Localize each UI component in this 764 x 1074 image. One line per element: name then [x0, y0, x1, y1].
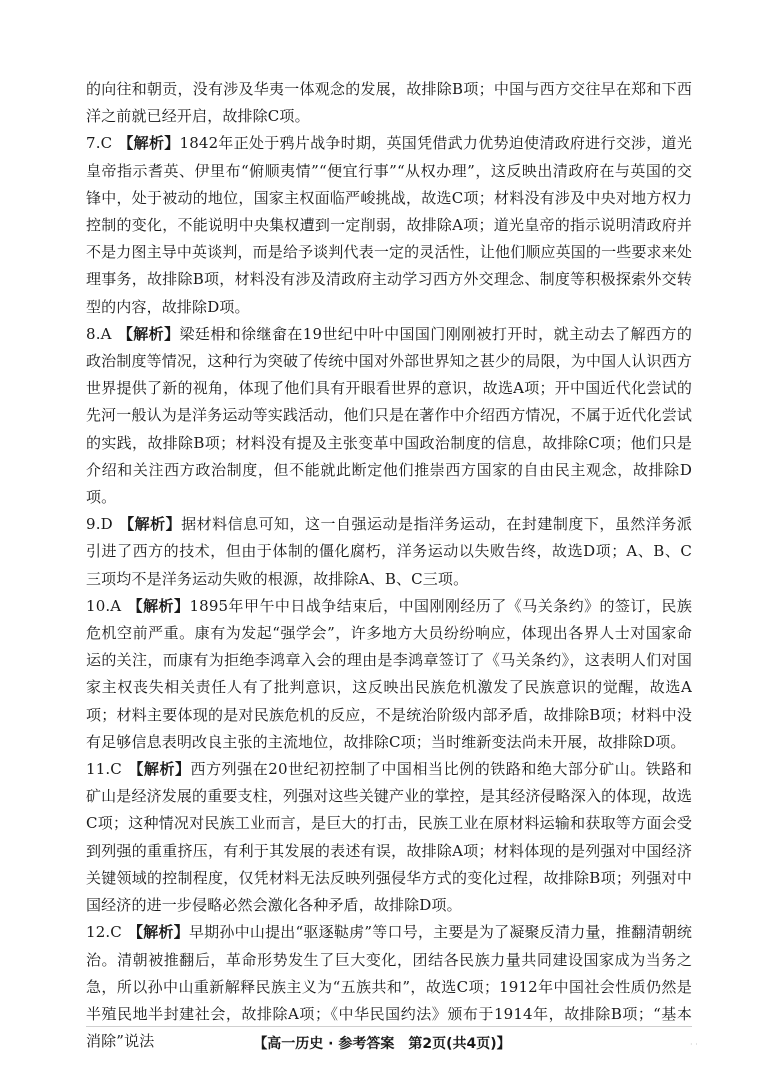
answer-number: 7.C: [86, 134, 113, 153]
answer-text: 1895年甲午中日战争结束后，中国刚刚经历了《马关条约》的签订，民族危机空前严重。康有为发起“强学会”，许多地方大员纷纷响应，体现出各界人士对国家命运的关注，而康有为拒绝李鸿章入会的理由是李鸿章签订了《马关条约》，这表明人们对国家主权丧失相关责任人有了批判意识，这反映出民族危机激发了民族意识的觉醒，故选A项；材料主要体现的是对民族危机的反应，不是统治阶级内部矛盾，故排除B项；材料中没有足够信息表明改良主张的主流地位，故排除C项；当时维新变法尚未开展，故排除D项。: [86, 596, 692, 751]
answer-number: 9.D: [86, 515, 113, 534]
analysis-tag: 【解析】: [127, 923, 189, 942]
intro-paragraph: 的向往和朝贡，没有涉及华夷一体观念的发展，故排除B项；中国与西方交往早在郑和下西洋之前就已经开启，故排除C项。: [86, 80, 692, 126]
answer-number: 11.C: [86, 760, 122, 779]
answer-content: [86, 76, 692, 1055]
answer-item-7: [86, 130, 692, 320]
analysis-tag: 【解析】: [118, 515, 182, 534]
answer-text: 1842年正处于鸦片战争时期，英国凭借武力优势迫使清政府进行交涉，道光皇帝指示耆英、伊里布“俯顺夷情”“便宜行事”“从权办理”，这反映出清政府在与英国的交锋中，处于被动的地位，国家主权面临严峻挑战，故选C项；材料没有涉及中央对地方权力控制的变化，不能说明中央集权遭到一定削弱，故排除A项；道光皇帝的指示说明清政府并不是力图主导中英谈判，而是给予谈判代表一定的灵活性，让他们顺应英国的一些要求来处理事务，故排除B项，材料没有涉及清政府主动学习西方外交理念、制度等积极探索外交转型的内容，故排除D项。: [86, 134, 693, 316]
page-footer: 【高一历史 · 参考答案 第2页(共4页)】: [253, 1036, 511, 1052]
answer-item-8: [86, 321, 692, 511]
answer-item-9: [86, 511, 692, 593]
footer-divider: [86, 1026, 692, 1027]
analysis-tag: 【解析】: [118, 134, 180, 153]
answer-number: 10.A: [86, 596, 122, 615]
answer-number: 8.A: [86, 324, 112, 343]
answer-number: 12.C: [86, 923, 122, 942]
corner-mark: · ·: [690, 1040, 698, 1049]
answer-text: 梁廷枏和徐继畲在19世纪中叶中国国门刚刚被打开时，就主动去了解西方的政治制度等情况，这种行为突破了传统中国对外部世界知之甚少的局限，为中国人认识西方世界提供了新的视角，体现了他们具有开眼看世界的意识，故选A项；开中国近代化尝试的先河一般认为是洋务运动等实践活动，他们只是在著作中介绍西方情况，不属于近代化尝试的实践，故排除B项；材料没有提及主张变革中国政治制度的信息，故排除C项；他们只是介绍和关注西方政治制度，但不能就此断定他们推崇西方国家的自由民主观念，故排除D项。: [86, 324, 693, 507]
analysis-tag: 【解析】: [117, 324, 180, 343]
answer-text: 早期孙中山提出“驱逐鞑虏”等口号，主要是为了凝聚反清力量，推翻清朝统治。清朝被推翻后，革命形势发生了巨大变化，团结各民族力量共同建设国家成为当务之急，所以孙中山重新解释民族主义为“五族共和”，故选C项；1912年中国社会性质仍然是半殖民地半封建社会，故排除A项；《中华民国约法》颁布于1914年，故排除B项；“基本消除”说法: [86, 923, 692, 1051]
analysis-tag: 【解析】: [127, 760, 191, 779]
answer-text: 据材料信息可知，这一自强运动是指洋务运动，在封建制度下，虽然洋务派引进了西方的技术，但由于体制的僵化腐朽，洋务运动以失败告终，故选D项；A、B、C三项均不是洋务运动失败的根源，故排除A、B、C三项。: [86, 515, 692, 588]
answer-item-10: [86, 593, 692, 756]
analysis-tag: 【解析】: [127, 596, 190, 615]
answer-text: 西方列强在20世纪初控制了中国相当比例的铁路和绝大部分矿山。铁路和矿山是经济发展的重要支柱，列强对这些关键产业的掌控，是其经济侵略深入的体现，故选C项；这种情况对民族工业而言，是巨大的打击，民族工业在原材料运输和获取等方面会受到列强的重重挤压，有利于其发展的表述有误，故排除A项；材料体现的是列强对中国经济关键领域的控制程度，仅凭材料无法反映列强侵华方式的变化过程，故排除B项；列强对中国经济的进一步侵略必然会激化各种矛盾，故排除D项。: [86, 760, 693, 915]
answer-item-11: [86, 756, 692, 919]
